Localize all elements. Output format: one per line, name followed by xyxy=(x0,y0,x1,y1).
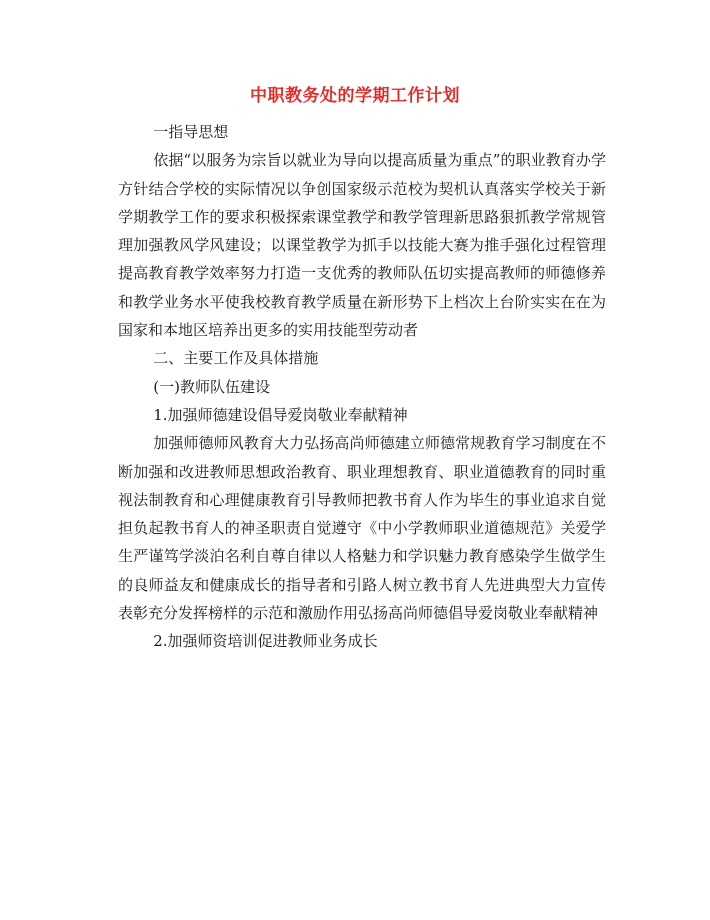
item-heading-ethics: 1.加强师德建设倡导爱岗敬业奉献精神 xyxy=(153,405,408,424)
document-title: 中职教务处的学期工作计划 xyxy=(250,86,460,106)
paragraph-ethics: 加强师德师风教育大力弘扬高尚师德建立师德常规教育学习制度在不断加强和改进教师思想政治教育、职业理想教育、职业道德教育的同时重视法制教育和心理健康教育引导教师把教书育人作为毕生的事业追求自觉担负起教书育人的神圣职责自觉遵守《中小学教师职业道德规范》关爱学生严谨笃学淡泊名利自尊自律以人格魅力和学识魅力教育感染学生做学生的良师益友和健康成长的指导者和引路人树立教书育人先进典型大力宣传表彰充分发挥榜样的示范和激励作用弘扬高尚师德倡导爱岗敬业奉献精神 xyxy=(118,434,606,623)
section-heading-guiding-ideology: 一指导思想 xyxy=(153,123,229,141)
document-body xyxy=(118,118,606,656)
subsection-heading-teacher-team: (一)教师队伍建设 xyxy=(153,377,270,396)
section-heading-main-work: 二、主要工作及具体措施 xyxy=(153,349,319,368)
item-heading-training: 2.加强师资培训促进教师业务成长 xyxy=(153,632,378,651)
paragraph-guiding-ideology: 依据“以服务为宗旨以就业为导向以提高质量为重点”的职业教育办学方针结合学校的实际情况以争创国家级示范校为契机认真落实学校关于新学期教学工作的要求积极探索课堂教学和教学管理新思路狠抓教学常规管理加强教风学风建设；以课堂教学为抓手以技能大赛为推手强化过程管理提高教育教学效率努力打造一支优秀的教师队伍切实提高教师的师德修养和教学业务水平使我校教育教学质量在新形势下上档次上台阶实实在在为国家和本地区培养出更多的实用技能型劳动者 xyxy=(118,151,606,340)
